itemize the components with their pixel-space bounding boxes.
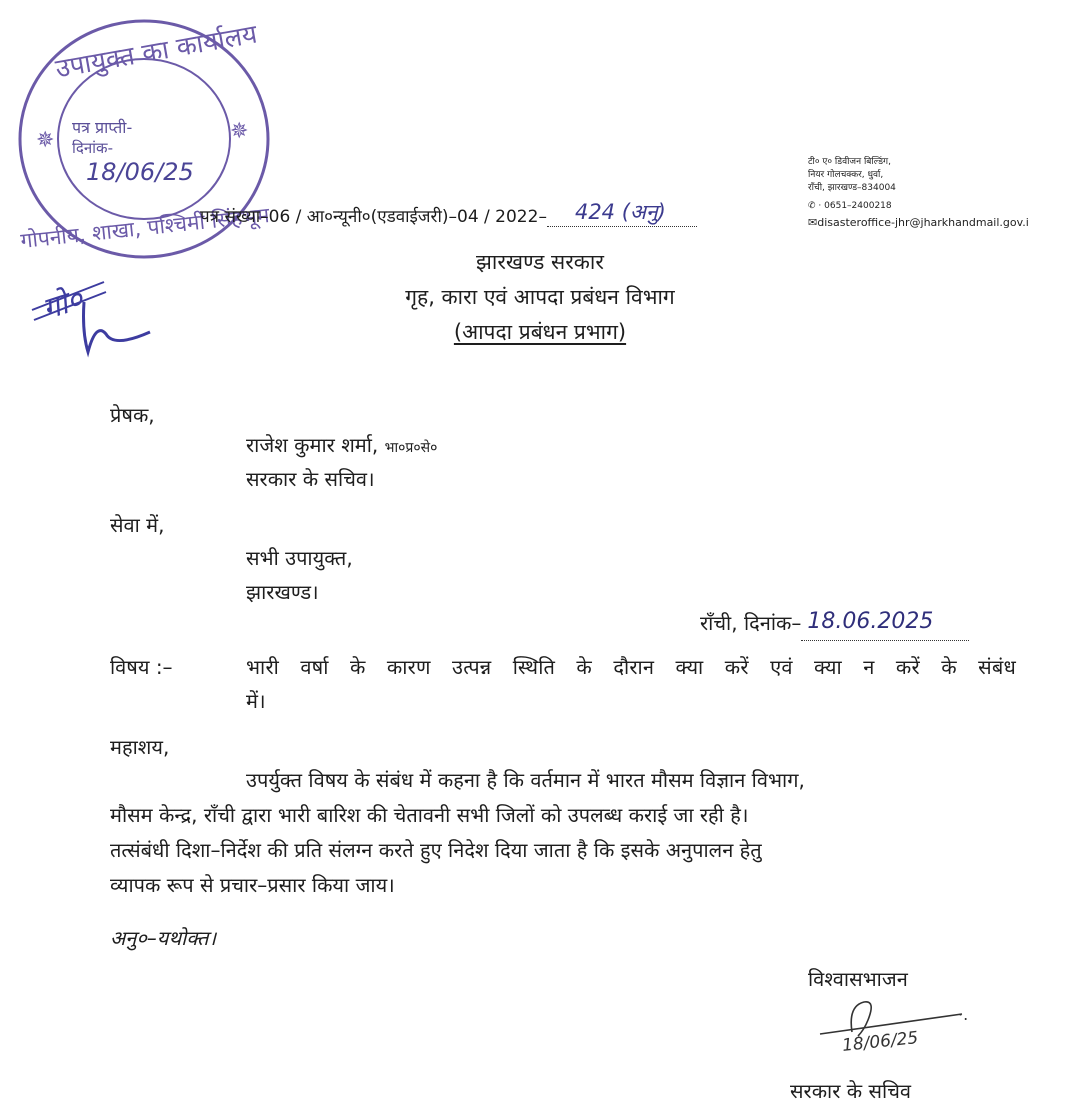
recipient-line-1: सभी उपायुक्त, xyxy=(246,546,353,570)
margin-note-text: गो० xyxy=(38,281,88,328)
gov-heading: झारखण्ड सरकार xyxy=(476,250,604,274)
margin-initials xyxy=(24,262,164,362)
recipient-line-2: झारखण्ड। xyxy=(246,580,319,604)
signature-dots: ·. xyxy=(958,1005,969,1024)
sender-designation: सरकार के सचिव। xyxy=(246,467,375,491)
date-field xyxy=(801,609,969,641)
subject-label: विषय :– xyxy=(110,655,173,679)
letter-number-label: पत्र संख्या–06 / आ०न्यूनी०(एडवाईजरी)–04 / 2022– xyxy=(200,207,547,227)
stamp-ring-text-bottom: गोपनीय, शाखा, पश्चिमी सिंहभूम xyxy=(19,203,271,253)
contact-block xyxy=(808,156,1078,229)
email-icon: ✉ xyxy=(808,216,818,229)
signature-date: 18/06/25 xyxy=(841,1028,920,1056)
date-row xyxy=(700,606,969,641)
closing-designation: सरकार के सचिव xyxy=(790,1079,912,1103)
stamp-received-label: पत्र प्राप्ती- xyxy=(72,118,133,137)
contact-line-2: नियर गोलचक्कर, धुर्वा, xyxy=(808,170,884,180)
enclosure-note: अनु०–यथोक्त। xyxy=(110,926,217,950)
division-heading: (आपदा प्रबंधन प्रभाग) xyxy=(453,320,627,344)
sender-name-suffix: भा०प्र०से० xyxy=(384,440,438,456)
salutation: महाशय, xyxy=(110,735,170,759)
contact-phone-row xyxy=(808,200,1078,213)
contact-line-3: राँची, झारखण्ड–834004 xyxy=(808,183,896,193)
body-line-2: मौसम केन्द्र, राँची द्वारा भारी बारिश की चेतावनी सभी जिलों को उपलब्ध कराई जा रही है। xyxy=(110,803,749,827)
subject-line-1: भारी वर्षा के कारण उत्पन्न स्थिति के दौरान क्या करें एवं क्या न करें के संबंध xyxy=(246,655,1016,679)
margin-note xyxy=(24,262,164,362)
signature xyxy=(812,996,982,1066)
contact-phone: 0651–2400218 xyxy=(824,201,892,211)
contact-email-row xyxy=(808,216,1078,229)
valediction: विश्वासभाजन xyxy=(808,967,908,991)
stamp-date-value: 18/06/25 xyxy=(86,158,194,186)
body-line-3: तत्संबंधी दिशा–निर्देश की प्रति संलग्न करते हुए निदेश दिया जाता है कि इसके अनुपालन हेतु xyxy=(110,838,762,862)
sender-label: प्रेषक, xyxy=(110,403,155,427)
date-value: 18.06.2025 xyxy=(807,609,934,634)
contact-email: disasteroffice-jhr@jharkhandmail.gov.i xyxy=(817,216,1029,229)
stamp-date-label: दिनांक- xyxy=(72,139,113,157)
letter-number-row xyxy=(200,200,697,227)
phone-icon: ✆ · xyxy=(808,201,822,211)
stamp-ring-text-top: उपायुक्त का कार्यालय xyxy=(53,19,260,85)
letter-number-value xyxy=(547,200,697,227)
date-label: राँची, दिनांक– xyxy=(700,611,802,635)
stamp-star-left: ✵ xyxy=(36,128,55,153)
sender-name-row xyxy=(246,428,437,466)
department-heading: गृह, कारा एवं आपदा प्रबंधन विभाग xyxy=(405,285,675,309)
contact-line-1: टी० ए० डिवीजन बिल्डिंग, xyxy=(808,157,891,167)
recipient-label: सेवा में, xyxy=(110,513,165,537)
sender-name: राजेश कुमार शर्मा, xyxy=(246,433,379,457)
body-line-4: व्यापक रूप से प्रचार–प्रसार किया जाय। xyxy=(110,873,395,897)
body-line-1: उपर्युक्त विषय के संबंध में कहना है कि वर्तमान में भारत मौसम विज्ञान विभाग, xyxy=(246,768,805,792)
subject-line-2: में। xyxy=(246,689,266,713)
division-heading-wrap xyxy=(0,318,1080,346)
stamp-star-right: ✵ xyxy=(230,119,249,144)
letter-number-handwritten: 424 (अनु) xyxy=(574,200,666,224)
